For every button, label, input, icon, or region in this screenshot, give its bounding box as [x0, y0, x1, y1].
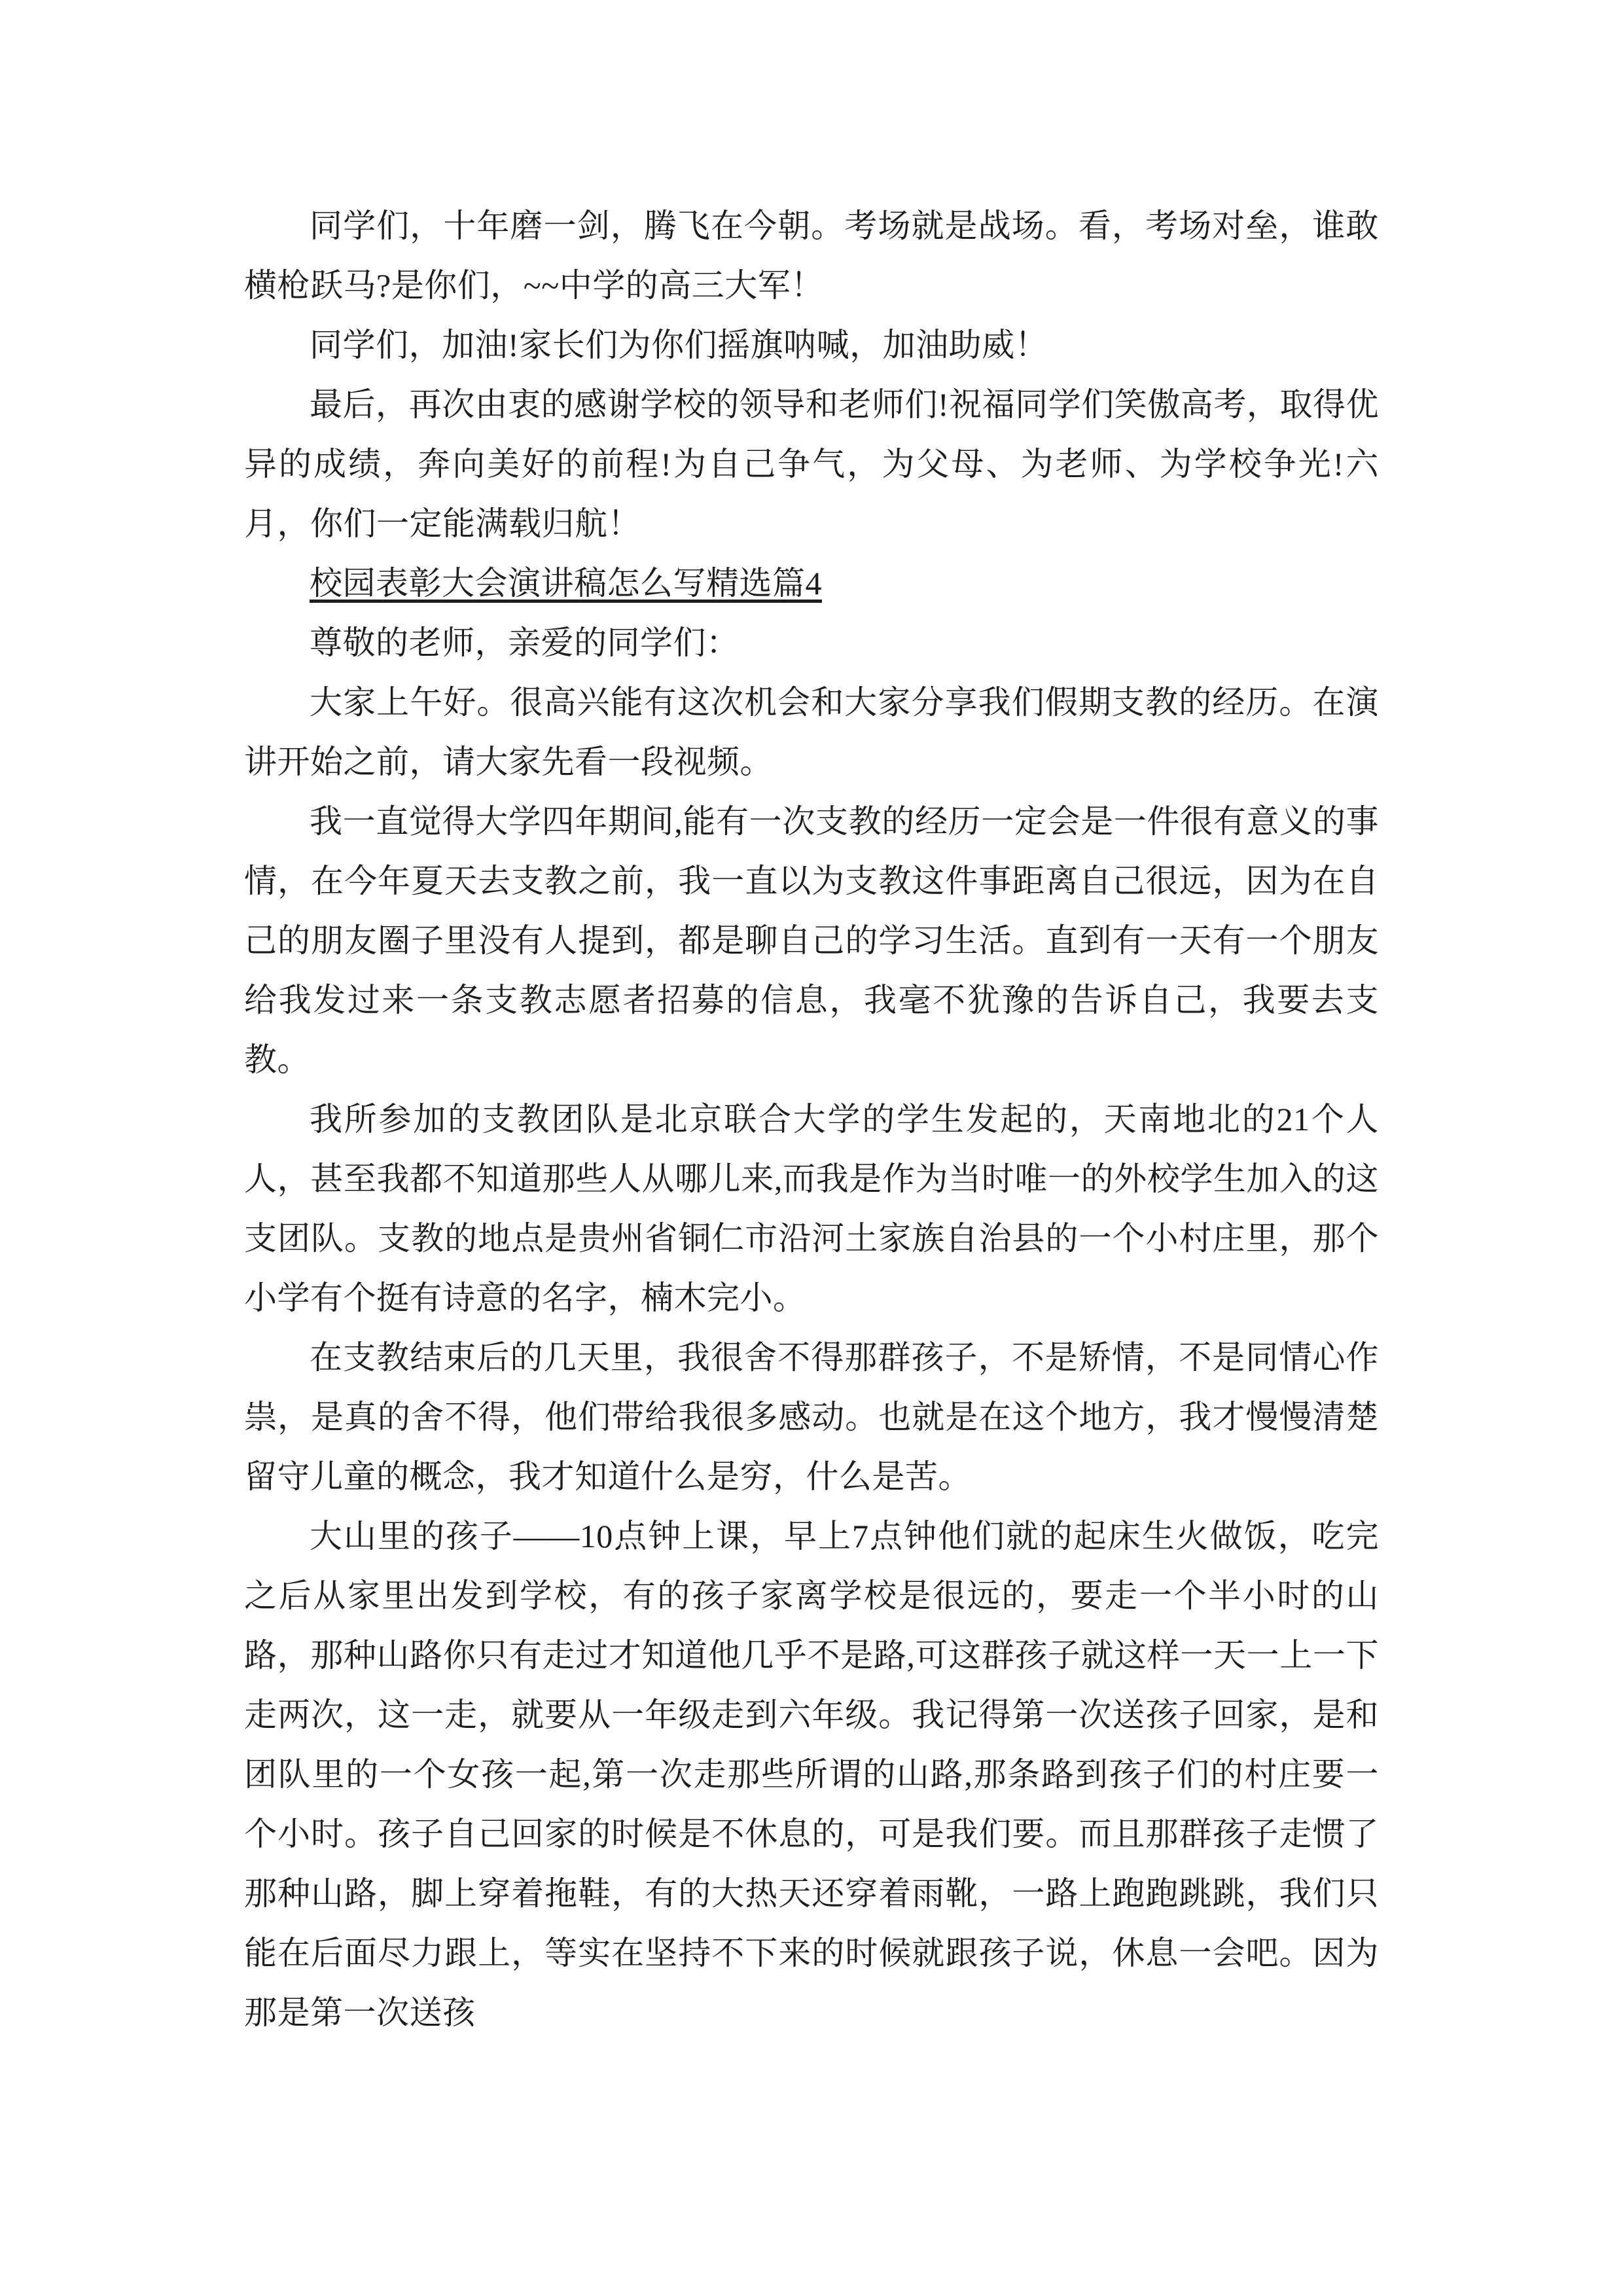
document-text-block — [244, 196, 1379, 2043]
paragraph: 我所参加的支教团队是北京联合大学的学生发起的，天南地北的21个人人，甚至我都不知道那些人从哪儿来,而我是作为当时唯一的外校学生加入的这支团队。支教的地点是贵州省铜仁市沿河土家族自治县的一个小村庄里，那个小学有个挺有诗意的名字，楠木完小。 — [244, 1101, 1379, 1316]
paragraph: 最后，再次由衷的感谢学校的领导和老师们!祝福同学们笑傲高考，取得优异的成绩，奔向美好的前程!为自己争气，为父母、为老师、为学校争光!六月，你们一定能满载归航！ — [244, 386, 1379, 542]
paragraph: 大山里的孩子——10点钟上课，早上7点钟他们就的起床生火做饭，吃完之后从家里出发到学校，有的孩子家离学校是很远的，要走一个半小时的山路，那种山路你只有走过才知道他几乎不是路,可这群孩子就这样一天一上一下走两次，这一走，就要从一年级走到六年级。我记得第一次送孩子回家，是和团队里的一个女孩一起,第一次走那些所谓的山路,那条路到孩子们的村庄要一个小时。孩子自己回家的时候是不休息的，可是我们要。而且那群孩子走惯了那种山路，脚上穿着拖鞋，有的大热天还穿着雨靴，一路上跑跑跳跳，我们只能在后面尽力跟上，等实在坚持不下来的时候就跟孩子说，休息一会吧。因为那是第一次送孩 — [244, 1518, 1379, 2031]
paragraph: 同学们，加油!家长们为你们摇旗呐喊，加油助威！ — [310, 327, 1048, 363]
paragraph: 我一直觉得大学四年期间,能有一次支教的经历一定会是一件很有意义的事情，在今年夏天去支教之前，我一直以为支教这件事距离自己很远，因为在自己的朋友圈子里没有人提到，都是聊自己的学习生活。直到有一天有一个朋友给我发过来一条支教志愿者招募的信息，我毫不犹豫的告诉自己，我要去支教。 — [244, 803, 1379, 1078]
paragraph: 同学们，十年磨一剑，腾飞在今朝。考场就是战场。看，考场对垒，谁敢横枪跃马?是你们，~~中学的高三大军！ — [244, 207, 1379, 304]
section-heading: 校园表彰大会演讲稿怎么写精选篇4 — [310, 565, 822, 601]
paragraph: 大家上午好。很高兴能有这次机会和大家分享我们假期支教的经历。在演讲开始之前，请大家先看一段视频。 — [244, 684, 1379, 780]
paragraph: 尊敬的老师，亲爱的同学们： — [310, 624, 740, 661]
paragraph: 在支教结束后的几天里，我很舍不得那群孩子，不是矫情，不是同情心作祟，是真的舍不得，他们带给我很多感动。也就是在这个地方，我才慢慢清楚留守儿童的概念，我才知道什么是穷，什么是苦。 — [244, 1339, 1379, 1495]
